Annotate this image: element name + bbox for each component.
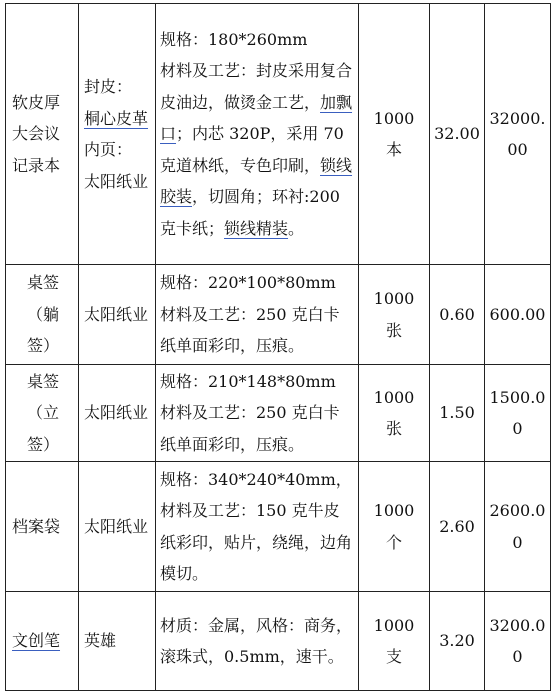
quantity-cell: 1000 本 bbox=[359, 4, 430, 265]
total-cell: 2600.00 bbox=[485, 462, 551, 592]
spec-size: 规格：340*240*40mm， bbox=[160, 469, 352, 489]
material-cell bbox=[79, 4, 156, 265]
total-cell: 1500.00 bbox=[485, 365, 551, 462]
unit-price-cell: 2.60 bbox=[430, 462, 485, 592]
item-name-cell bbox=[6, 592, 79, 691]
quantity-cell: 1000 个 bbox=[359, 462, 430, 592]
item-name: 签） bbox=[26, 336, 59, 356]
item-name-cell bbox=[6, 365, 79, 462]
item-name: 签） bbox=[26, 434, 59, 454]
table-row bbox=[6, 462, 551, 592]
inner-value: 太阳纸业 bbox=[84, 171, 149, 191]
quantity-cell: 1000 张 bbox=[359, 265, 430, 365]
item-name: 桌签 bbox=[26, 273, 59, 293]
item-name: （躺 bbox=[26, 304, 59, 324]
total-cell: 3200.00 bbox=[485, 592, 551, 691]
spec-cell: 材质：金属，风格：商务，滚珠式，0.5mm，速干。 bbox=[156, 592, 359, 691]
quantity-cell: 1000 张 bbox=[359, 365, 430, 462]
material-cell: 太阳纸业 bbox=[79, 365, 156, 462]
unit-price-cell: 1.50 bbox=[430, 365, 485, 462]
item-name: 文创笔 bbox=[12, 631, 61, 651]
spec-craft: 材料及工艺：250 克白卡纸单面彩印，压痕。 bbox=[160, 403, 340, 454]
cover-value: 桐心皮革 bbox=[84, 108, 149, 128]
material-cell: 太阳纸业 bbox=[79, 462, 156, 592]
unit-price-cell: 3.20 bbox=[430, 592, 485, 691]
spec-cell bbox=[156, 265, 359, 365]
total-cell: 32000.00 bbox=[485, 4, 551, 265]
item-name: 软皮厚 bbox=[12, 92, 61, 112]
spec-craft: 材料及工艺：150 克牛皮纸彩印，贴片，绕绳，边角模切。 bbox=[160, 501, 353, 583]
item-name-cell bbox=[6, 4, 79, 265]
total-cell: 600.00 bbox=[485, 265, 551, 365]
spec-cell bbox=[156, 462, 359, 592]
unit-price-cell: 32.00 bbox=[430, 4, 485, 265]
unit-price-cell: 0.60 bbox=[430, 265, 485, 365]
table-row bbox=[6, 4, 551, 265]
inner-label: 内页： bbox=[84, 140, 133, 159]
item-name: （立 bbox=[26, 403, 59, 423]
item-name: 记录本 bbox=[12, 155, 61, 175]
cover-label: 封皮： bbox=[84, 77, 133, 96]
item-name-cell bbox=[6, 265, 79, 365]
spec-craft: 材料及工艺：250 克白卡纸单面彩印，压痕。 bbox=[160, 304, 340, 356]
material-cell: 太阳纸业 bbox=[79, 265, 156, 365]
spec-size: 规格：180*260mm bbox=[160, 29, 308, 49]
spec-craft: 材料及工艺：封皮采用复合皮油边，做烫金工艺，加飘口；内芯 320P，采用 70 克道林纸，专色印刷，锁线胶装，切圆角；环衬:200 克卡纸；锁线精装。 bbox=[160, 61, 353, 238]
table-row bbox=[6, 365, 551, 462]
spec-size: 规格：220*100*80mm bbox=[160, 273, 336, 293]
item-name-cell: 档案袋 bbox=[6, 462, 79, 592]
quotation-table bbox=[5, 3, 551, 691]
spec-cell bbox=[156, 365, 359, 462]
table-row bbox=[6, 265, 551, 365]
material-cell: 英雄 bbox=[79, 592, 156, 691]
item-name: 桌签 bbox=[26, 371, 59, 391]
quantity-cell: 1000 支 bbox=[359, 592, 430, 691]
spec-size: 规格：210*148*80mm bbox=[160, 371, 336, 391]
table-row bbox=[6, 592, 551, 691]
spec-cell bbox=[156, 4, 359, 265]
item-name: 大会议 bbox=[12, 124, 61, 144]
